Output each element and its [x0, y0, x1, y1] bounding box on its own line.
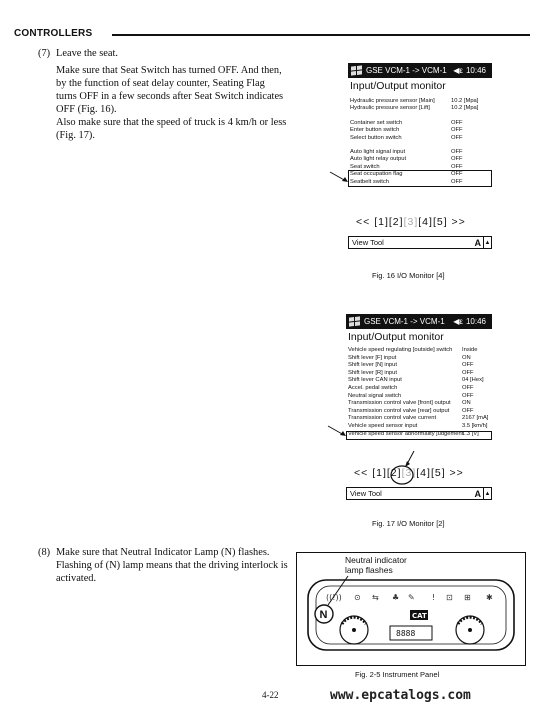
fig16-app-title: GSE VCM-1 -> VCM-1 [366, 66, 447, 75]
io-row: Auto light relay output OFF [350, 156, 463, 163]
fig16-clock: 10:46 [465, 66, 486, 75]
fig16-caption: Fig. 16 I/O Monitor [4] [372, 271, 445, 280]
fig17-titlebar [346, 314, 492, 329]
section-header: CONTROLLERS [14, 28, 93, 39]
io-row: Enter button switch OFF [350, 127, 463, 134]
step7-line: (Fig. 17). [56, 130, 95, 141]
io-row: Hydraulic pressure sensor [Lift] 10.2 [Mpa] [350, 105, 479, 112]
fig17-app-title: GSE VCM-1 -> VCM-1 [364, 317, 445, 326]
pager-page-4[interactable]: [4] [416, 467, 431, 479]
fig16-titlebar [348, 63, 492, 78]
step7-line: by the function of seat delay counter, Seating Flag [56, 78, 265, 89]
fig16-pointer-arrow [328, 170, 350, 184]
fig16-pager [356, 216, 466, 228]
svg-text:✎: ✎ [408, 593, 415, 602]
fig17-page-2-callout [388, 448, 428, 488]
cat-logo: CAT [412, 612, 427, 620]
pager-page-2[interactable]: [2] [386, 467, 402, 479]
page-number: 4-22 [262, 690, 279, 700]
neutral-indicator-lamp: N [319, 609, 328, 621]
fig17-pointer-arrow [326, 424, 348, 438]
pager-page-5[interactable]: [5] [432, 216, 448, 228]
pager-page-2[interactable]: [2] [388, 216, 404, 228]
pager-page-1[interactable]: [1] [372, 467, 387, 479]
fig25-callout-label: Neutral indicator lamp flashes [345, 555, 407, 575]
step7-line: Make sure that Seat Switch has turned OFF. And then, [56, 65, 282, 76]
step8-number: (8) [38, 547, 51, 558]
pager-prev[interactable]: << [354, 467, 369, 479]
svg-text:✱: ✱ [486, 593, 493, 602]
io-row: Select button switch OFF [350, 134, 463, 141]
fig16-view-tool-bar[interactable] [348, 236, 492, 249]
fig17-screen-heading: Input/Output monitor [348, 331, 444, 343]
step7-number: (7) [38, 48, 51, 59]
fig17-clock: 10:46 [465, 317, 486, 326]
io-row-seat-switch: Seat switch OFF [350, 163, 463, 170]
pager-page-4[interactable]: [4] [418, 216, 433, 228]
fig17-caption: Fig. 17 I/O Monitor [2] [372, 519, 445, 528]
io-row: Hydraulic pressure sensor [Main] 10.2 [Mpa] [350, 98, 479, 104]
io-row: Neutral signal switch OFF [348, 392, 474, 399]
step7-line: turns OFF in a few seconds after Seat Switch indicates [56, 91, 284, 102]
pager-page-1[interactable]: [1] [374, 216, 389, 228]
step7-line: OFF (Fig. 16). [56, 104, 117, 115]
io-row: Auto light signal input OFF [350, 149, 463, 156]
speaker-icon: ◀ε [453, 317, 463, 326]
io-row: Accel. pedal switch OFF [348, 384, 474, 391]
svg-text:⊞: ⊞ [464, 593, 471, 602]
pager-prev[interactable]: << [356, 216, 371, 228]
pager-next[interactable]: >> [449, 467, 464, 479]
io-row: Vehicle speed regulating [outside] switch Inside [348, 347, 478, 353]
view-tool-label: View Tool [352, 238, 384, 247]
svg-text:⊡: ⊡ [446, 593, 453, 602]
fig17-view-tool-bar[interactable] [346, 487, 492, 500]
input-mode-indicator: A [474, 237, 481, 248]
io-row: Container set switch OFF [350, 119, 463, 126]
header-rule [112, 34, 530, 36]
pager-page-5[interactable]: [5] [430, 467, 446, 479]
windows-logo-icon [351, 65, 362, 75]
fig17-io-list [348, 347, 492, 438]
fig17-highlight-box [346, 431, 492, 440]
svg-text:⊙: ⊙ [354, 593, 361, 602]
pager-next[interactable]: >> [451, 216, 466, 228]
step8-body [56, 546, 288, 585]
scroll-up-icon[interactable]: ▲ [483, 237, 491, 248]
svg-text:((!)): ((!)) [326, 593, 342, 602]
windows-logo-icon [349, 316, 360, 326]
step8-line: Make sure that Neutral Indicator Lamp (N) flashes. [56, 547, 270, 558]
io-row: Shift lever [R] input OFF [348, 369, 474, 376]
svg-text:⇆: ⇆ [372, 593, 379, 602]
io-row: Shift lever CAN input 04 [Hex] [348, 377, 484, 384]
fig25-caption: Fig. 2-5 Instrument Panel [355, 670, 440, 679]
fig16-screen-heading: Input/Output monitor [350, 80, 446, 92]
io-row: Transmission control valve current 2167 [mA] [348, 415, 489, 422]
pager-page-3[interactable]: [3] [401, 467, 417, 479]
step8-line: Flashing of (N) lamp means that the driving interlock is [56, 560, 288, 571]
step7-heading: Leave the seat. [56, 48, 119, 59]
io-row-seat-occupation-flag: Seat occupation flag OFF [350, 171, 463, 178]
fig16-highlight-box [348, 170, 492, 187]
view-tool-label: View Tool [350, 489, 382, 498]
instrument-panel-drawing [304, 574, 520, 654]
io-row: Transmission control valve [rear] output OFF [348, 407, 474, 414]
pager-page-3[interactable]: [3] [403, 216, 419, 228]
svg-text:8888: 8888 [396, 629, 416, 638]
io-row: Seatbelt switch OFF [350, 178, 463, 185]
fig16-monitor-screen [348, 63, 492, 253]
io-row: Shift lever [N] input OFF [348, 362, 474, 369]
scroll-up-icon[interactable]: ▲ [483, 488, 491, 499]
step7-line: Also make sure that the speed of truck is 4 km/h or less [56, 117, 287, 128]
io-row: Shift lever [F] input ON [348, 354, 471, 361]
io-row: Transmission control valve [front] output ON [348, 400, 471, 407]
svg-text:!: ! [432, 593, 436, 602]
step7-body [56, 64, 296, 142]
io-row-vehicle-speed: Vehicle speed sensor input 3.5 [km/h] [348, 422, 488, 429]
input-mode-indicator: A [474, 488, 481, 499]
speaker-icon: ◀ε [453, 66, 463, 75]
step8-line: activated. [56, 573, 97, 584]
io-row: Vehicle speed sensor abnormality judgement 1.3 [V] [348, 430, 479, 437]
watermark-site-url: www.epcatalogs.com [330, 688, 471, 703]
svg-text:♣: ♣ [392, 593, 400, 602]
